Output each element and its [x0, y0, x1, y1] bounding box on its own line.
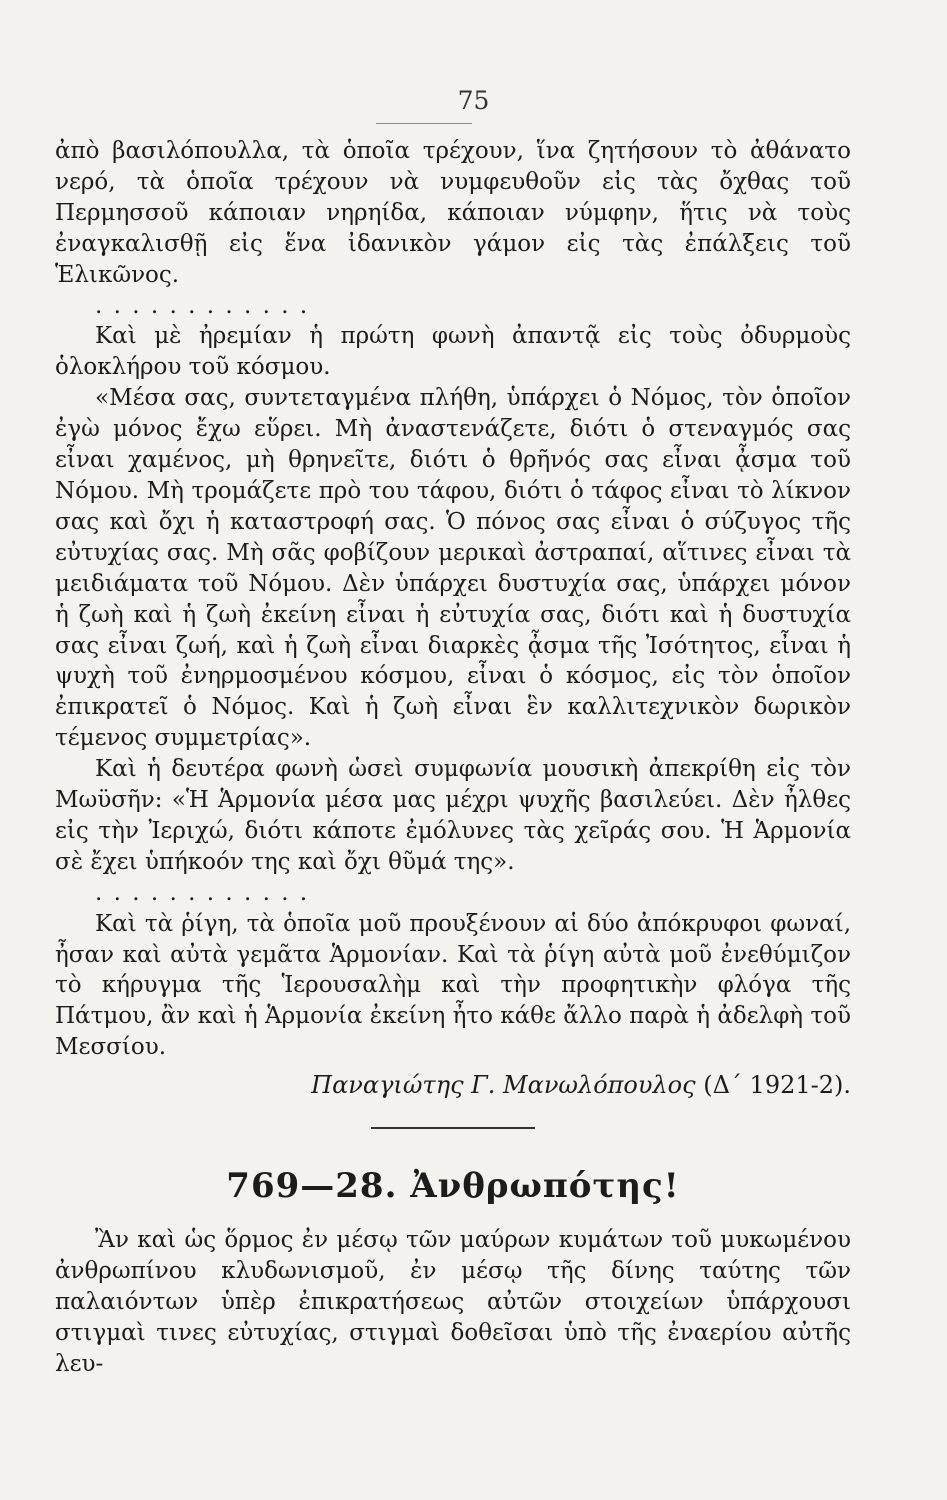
- section-number: 769—28.: [226, 1166, 398, 1207]
- section-body: [55, 1225, 851, 1380]
- body-text: [55, 136, 851, 1380]
- page-number-rule: [376, 123, 472, 124]
- ellipsis-dots: . . . . . . . . . . . .: [95, 879, 310, 906]
- section-first-paragraph: Ἂν καὶ ὡς ὅρμος ἐν μέσῳ τῶν μαύρων κυμάτων τοῦ μυκωμένου ἀνθρωπίνου κλυδωνισμοῦ, ἐν μέσῳ τῆς δίνης ταύτης τῶν παλαιόντων ὑπὲρ ἐπικρατήσεως αὐτῶν στοιχείων ὑπάρχουσι στιγμαὶ τινες εὐτυχίας, στιγμαὶ δοθεῖσαι ὑπὸ τῆς ἐναερίου αὐτῆς λευ-: [55, 1227, 851, 1377]
- author-date: (Δ΄ 1921-2).: [703, 1071, 851, 1100]
- paragraph-shivers: Καὶ τὰ ῥίγη, τὰ ὁποῖα μοῦ προυξένουν αἱ δύο ἀπόκρυφοι φωναί, ἦσαν καὶ αὐτὰ γεμᾶτα Ἁρμονίαν. Καὶ τὰ ῥίγη αὐτὰ μοῦ ἐνεθύμιζον τὸ κήρυγμα τῆς Ἱερουσαλὴμ καὶ τὴν προφητικὴν φλόγα τῆς Πάτμου, ἂν καὶ ἡ Ἁρμονία ἐκείνη ἦτο κάθε ἄλλο παρὰ ἡ ἀδελφὴ τοῦ Μεσσίου.: [55, 910, 851, 1061]
- paragraph-second-voice: Καὶ ἡ δευτέρα φωνὴ ὡσεὶ συμφωνία μουσικὴ ἀπεκρίθη εἰς τὸν Μωϋσῆν: «Ἡ Ἁρμονία μέσα μας μέχρι ψυχῆς βασιλεύει. Δὲν ἦλθες εἰς τὴν Ἰεριχώ, διότι κάποτε ἐμόλυνες τὰς χεῖράς σου. Ἡ Ἁρμονία σὲ ἔχει ὑπήκοόν της καὶ ὄχι θῦμά της».: [55, 756, 851, 875]
- ellipsis-row: [55, 291, 851, 322]
- paragraph-first-voice: Καὶ μὲ ἠρεμίαν ἡ πρώτη φωνὴ ἀπαντᾷ εἰς τοὺς ὀδυρμοὺς ὁλοκλήρου τοῦ κόσμου.: [55, 323, 851, 381]
- author-signature: [55, 1069, 851, 1101]
- author-name: Παναγιώτης Γ. Μανωλόπουλος: [311, 1071, 696, 1100]
- paragraph-continuation: ἀπὸ βασιλόπουλλα, τὰ ὁποῖα τρέχουν, ἵνα ζητήσουν τὸ ἀθάνατο νερό, τὰ ὁποῖα τρέχουν νὰ νυμφευθοῦν εἰς τὰς ὄχθας τοῦ Περμησσοῦ κάποιαν νηρηίδα, κάποιαν νύμφην, ἥτις νὰ τοὺς ἐναγκαλισθῇ εἰς ἕνα ἰδανικὸν γάμον εἰς τὰς ἐπάλξεις τοῦ Ἑλικῶνος.: [55, 138, 851, 288]
- ellipsis-row: [55, 878, 851, 909]
- ellipsis-dots: . . . . . . . . . . . .: [95, 292, 310, 319]
- section-heading: [55, 1165, 851, 1207]
- section-title: Ἀνθρωπότης!: [410, 1166, 680, 1207]
- page-number: 75: [457, 86, 490, 115]
- paragraph-law-speech: «Μέσα σας, συντεταγμένα πλήθη, ὑπάρχει ὁ Νόμος, τὸν ὁποῖον ἐγὼ μόνος ἔχω εὕρει. Μὴ ἀναστενάζετε, διότι ὁ στεναγμός σας εἶναι χαμένος, μὴ θρηνεῖτε, διότι ὁ θρῆνός σας εἶναι ᾆσμα τοῦ Νόμου. Μὴ τρομάζετε πρὸ του τάφου, διότι ὁ τάφος εἶναι τὸ λίκνον σας καὶ ὄχι ἡ καταστροφή σας. Ὁ πόνος σας εἶναι ὁ σύζυγος τῆς εὐτυχίας σας. Μὴ σᾶς φοβίζουν μερικαὶ ἀστραπαί, αἵτινες εἶναι τὰ μειδιάματα τοῦ Νόμου. Δὲν ὑπάρχει δυστυχία σας, ὑπάρχει μόνον ἡ ζωὴ καὶ ἡ ζωὴ ἐκείνη εἶναι ἡ εὐτυχία σας, διότι καὶ ἡ δυστυχία σας εἶναι ζωή, καὶ ἡ ζωὴ εἶναι διαρκὲς ᾆσμα τῆς Ἰσότητος, εἶναι ἡ ψυχὴ τοῦ ἐνηρμοσμένου κόσμου, εἶναι ὁ κόσμος, εἰς τὸν ὁποῖον ἐπικρατεῖ ὁ Νόμος. Καὶ ἡ ζωὴ εἶναι ἓν καλλιτεχνικὸν δωρικὸν τέμενος συμμετρίας».: [55, 385, 851, 752]
- section-separator: [371, 1127, 535, 1129]
